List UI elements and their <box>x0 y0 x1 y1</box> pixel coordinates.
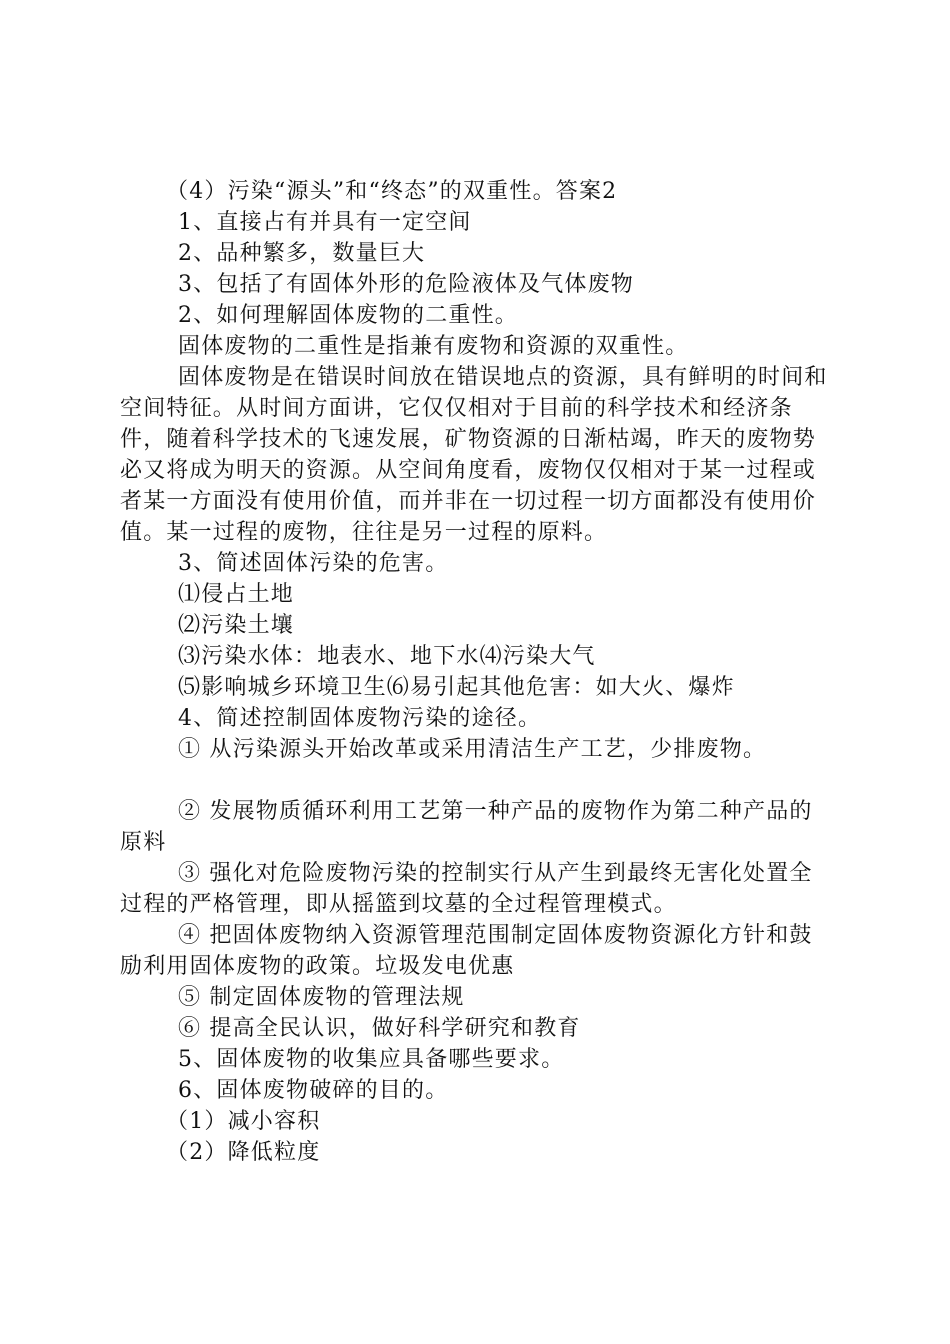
crushing-purpose-1: （1）减小容积 <box>166 1109 321 1134</box>
control-item-5: ⑤ 制定固体废物的管理法规 <box>178 985 465 1010</box>
question-3-heading: 3、简述固体污染的危害。 <box>178 551 449 576</box>
paragraph-dual-nature-4: （4）污染“源头”和“终态”的双重性。答案2 <box>166 179 618 204</box>
question-2-heading: 2、如何理解固体废物的二重性。 <box>178 303 518 328</box>
question-4-heading: 4、简述控制固体废物污染的途径。 <box>178 706 542 731</box>
control-item-2: ② 发展物质循环利用工艺第一种产品的废物作为第二种产品的原料 <box>120 799 813 855</box>
hazard-item-2: ⑵污染土壤 <box>178 613 295 638</box>
document-body <box>120 176 832 1168</box>
paragraph-answer-3: 3、包括了有固体外形的危险液体及气体废物 <box>178 272 634 297</box>
question-6-heading: 6、固体废物破碎的目的。 <box>178 1078 449 1103</box>
question-5-heading: 5、固体废物的收集应具备哪些要求。 <box>178 1047 565 1072</box>
control-item-6: ⑥ 提高全民认识，做好科学研究和教育 <box>178 1016 581 1041</box>
paragraph-dual-nature-definition: 固体废物的二重性是指兼有废物和资源的双重性。 <box>178 334 689 359</box>
control-item-3: ③ 强化对危险废物污染的控制实行从产生到最终无害化处置全过程的严格管理，即从摇篮到坟墓的全过程管理模式。 <box>120 861 813 917</box>
control-item-1: ① 从污染源头开始改革或采用清洁生产工艺，少排废物。 <box>178 737 767 762</box>
crushing-purpose-2: （2）降低粒度 <box>166 1140 321 1165</box>
paragraph-answer-1: 1、直接占有并具有一定空间 <box>178 210 472 235</box>
paragraph-dual-nature-explanation: 固体废物是在错误时间放在错误地点的资源，具有鲜明的时间和空间特征。从时间方面讲，它仅仅相对于目前的科学技术和经济条件，随着科学技术的飞速发展，矿物资源的日渐枯竭，昨天的废物势必又将成为明天的资源。从空间角度看，废物仅仅相对于某一过程或者某一方面没有使用价值，而并非在一切过程一切方面都没有使用价值。某一过程的废物，往往是另一过程的原料。 <box>120 365 828 545</box>
control-item-4: ④ 把固体废物纳入资源管理范围制定固体废物资源化方针和鼓励利用固体废物的政策。垃圾发电优惠 <box>120 923 813 979</box>
hazard-item-5-6: ⑸影响城乡环境卫生⑹易引起其他危害：如大火、爆炸 <box>178 675 735 700</box>
hazard-item-3-4: ⑶污染水体：地表水、地下水⑷污染大气 <box>178 644 596 669</box>
hazard-item-1: ⑴侵占土地 <box>178 582 295 607</box>
paragraph-answer-2: 2、品种繁多，数量巨大 <box>178 241 426 266</box>
